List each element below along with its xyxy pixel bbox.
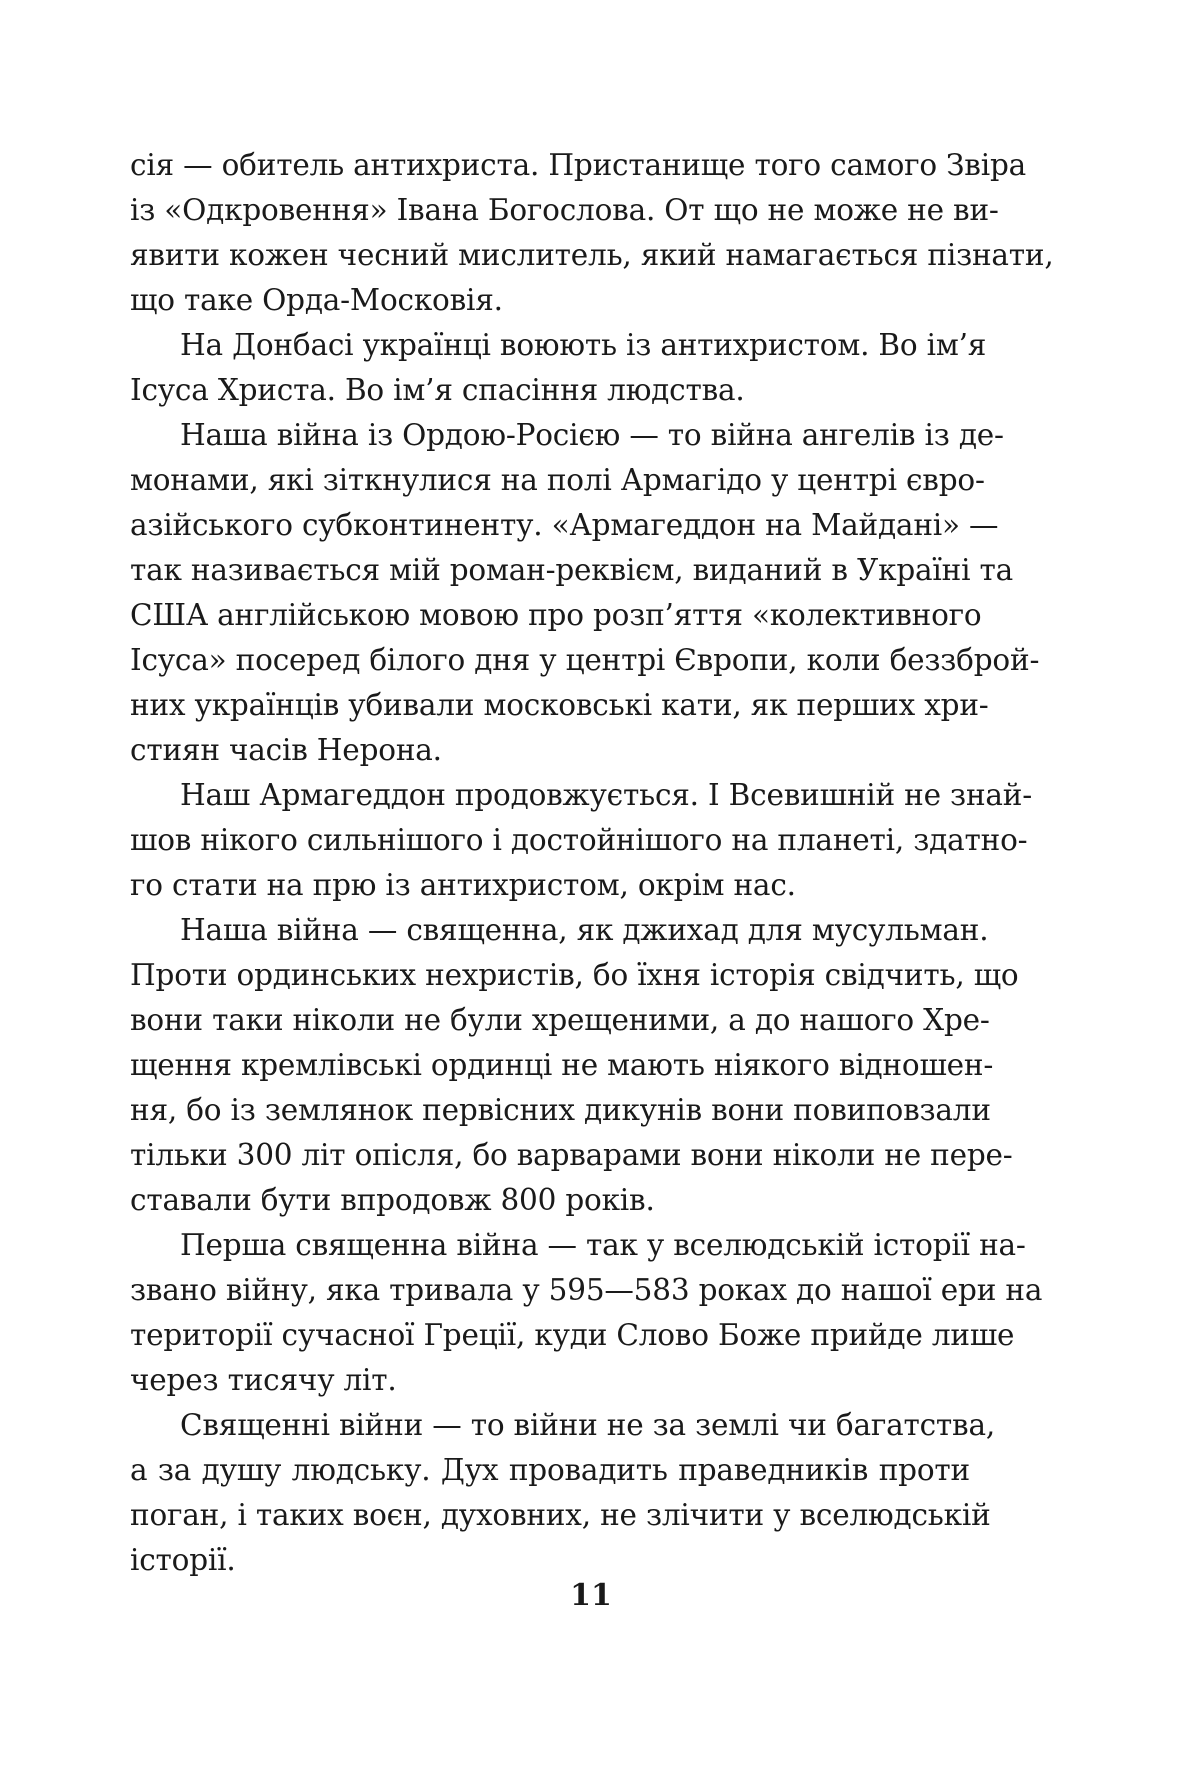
- text-line: Наша війна — священна, як джихад для мусульман.: [180, 913, 989, 947]
- text-line: явити кожен чесний мислитель, який намагається пізнати,: [130, 238, 1054, 272]
- text-line: через тисячу літ.: [130, 1363, 397, 1397]
- text-line: Ісуса» посеред білого дня у центрі Європи, коли беззброй-: [130, 643, 1040, 677]
- text-line: історії.: [130, 1543, 236, 1577]
- text-line: США англійською мовою про розп’яття «колективного: [130, 598, 982, 632]
- page-number: 11: [570, 1578, 612, 1613]
- body-text: [130, 143, 1054, 1583]
- text-line: ставали бути впродовж 800 років.: [130, 1183, 655, 1217]
- text-line: го стати на прю із антихристом, окрім нас.: [130, 868, 796, 902]
- text-line: шов нікого сильнішого і достойнішого на планеті, здатно-: [130, 823, 1028, 857]
- text-line: Проти ординських нехристів, бо їхня історія свідчить, що: [130, 958, 1019, 992]
- text-line: звано війну, яка тривала у 595—583 роках до нашої ери на: [130, 1273, 1043, 1307]
- text-line: ня, бо із землянок первісних дикунів вони повиповзали: [130, 1093, 991, 1127]
- text-line: На Донбасі українці воюють із антихристом. Во ім’я: [180, 328, 987, 362]
- text-line: території сучасної Греції, куди Слово Боже прийде лише: [130, 1318, 1015, 1352]
- text-line: монами, які зіткнулися на полі Армагідо у центрі євро-: [130, 463, 985, 497]
- text-line: азійського субконтиненту. «Армагеддон на Майдані» —: [130, 508, 999, 542]
- text-line: а за душу людську. Дух провадить праведників проти: [130, 1453, 970, 1487]
- text-line: тільки 300 літ опісля, бо варварами вони ніколи не пере-: [130, 1138, 1013, 1172]
- text-line: вони таки ніколи не були хрещеними, а до нашого Хре-: [130, 1003, 990, 1037]
- text-line: стиян часів Нерона.: [130, 733, 442, 767]
- text-line: Священні війни — то війни не за землі чи багатства,: [180, 1408, 996, 1442]
- text-line: щення кремлівські ординці не мають ніякого відношен-: [130, 1048, 994, 1082]
- text-line: Наша війна із Ордою-Росією — то війна ангелів із де-: [180, 418, 1004, 452]
- text-line: що таке Орда-Московія.: [130, 283, 503, 317]
- text-line: Наш Армагеддон продовжується. І Всевишній не знай-: [180, 778, 1033, 812]
- text-line: поган, і таких воєн, духовних, не злічити у вселюдській: [130, 1498, 991, 1532]
- text-line: із «Одкровення» Івана Богослова. От що не може не ви-: [130, 193, 999, 227]
- text-line: Ісуса Христа. Во ім’я спасіння людства.: [130, 373, 745, 407]
- text-line: них українців убивали московські кати, як перших хри-: [130, 688, 989, 722]
- text-line: Перша священна війна — так у вселюдській історії на-: [180, 1228, 1026, 1262]
- text-line: сія — обитель антихриста. Пристанище того самого Звіра: [130, 148, 1027, 182]
- text-line: так називається мій роман-реквієм, виданий в Україні та: [130, 553, 1014, 587]
